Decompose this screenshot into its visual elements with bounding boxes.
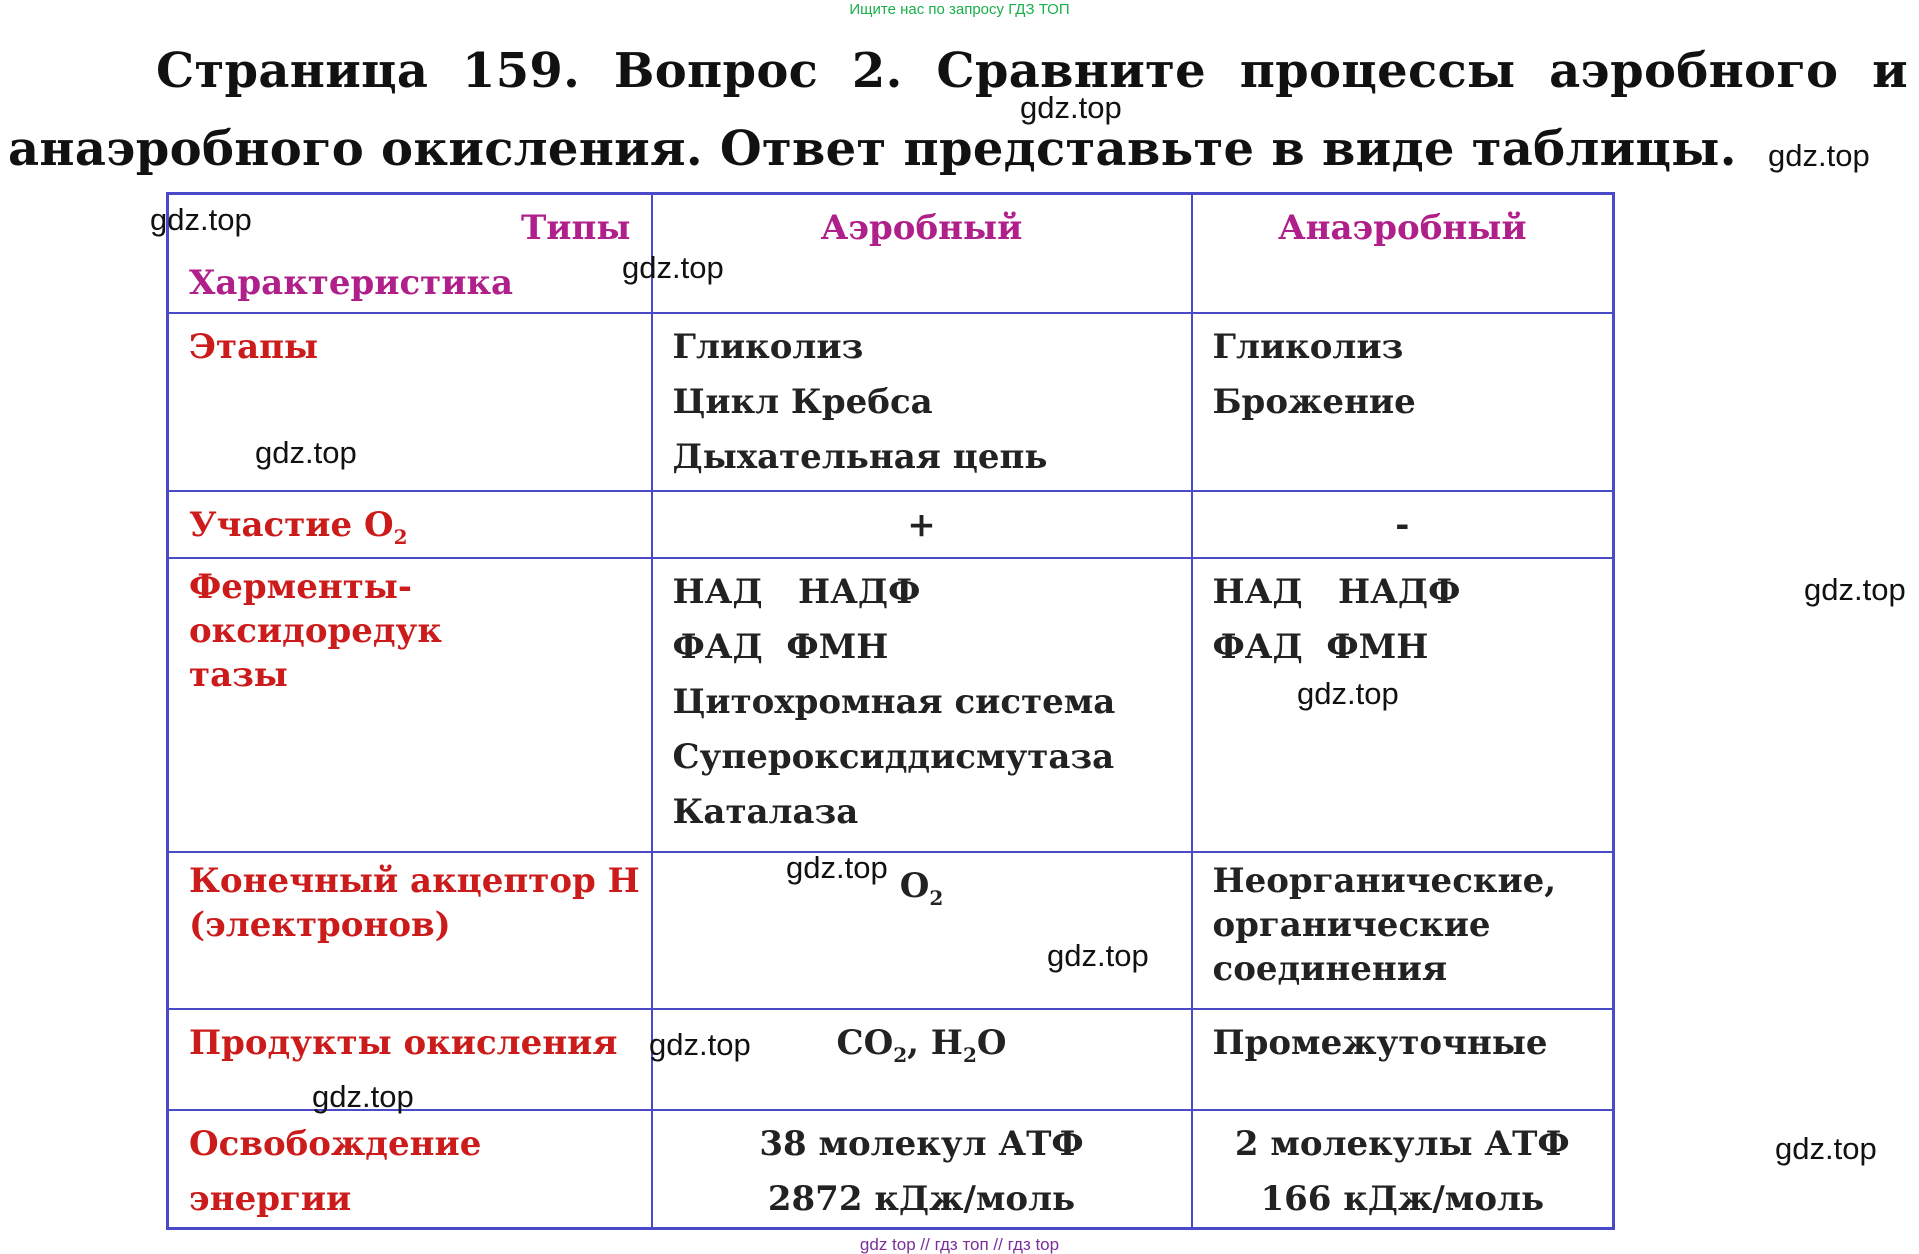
list-item: органические — [1212, 904, 1491, 945]
watermark-text: gdz.top — [622, 250, 724, 285]
row-label-products: Продукты окисления — [168, 1009, 652, 1110]
row-label-energy: Освобождение энергии — [168, 1110, 652, 1229]
list-item: Дыхательная цепь — [672, 436, 1048, 477]
enzymes-label-line2: тазы — [189, 654, 288, 695]
stages-anaerobic-cell — [1192, 313, 1614, 491]
watermark-text: gdz.top — [649, 1027, 751, 1062]
table-row-acceptor — [168, 852, 1614, 1009]
enzymes-anaerobic-cell — [1192, 558, 1614, 852]
header-types-label: Типы — [521, 208, 631, 248]
stages-aerobic-cell — [652, 313, 1192, 491]
energy-anaerobic-cell — [1192, 1110, 1614, 1229]
products-anaerobic-value: Промежуточные — [1192, 1009, 1614, 1110]
watermark-text: gdz.top — [1775, 1131, 1877, 1166]
list-item: соединения — [1212, 948, 1448, 989]
watermark-text: gdz.top — [1047, 938, 1149, 973]
row-label-enzymes — [168, 558, 652, 852]
watermark-text: gdz.top — [1804, 572, 1906, 607]
oxygen-anaerobic-value: - — [1192, 491, 1614, 558]
list-item: Цитохромная система — [672, 681, 1116, 722]
acceptor-label-line1: Конечный акцептор Н — [189, 860, 640, 901]
list-item: 2 молекулы АТФ — [1234, 1123, 1570, 1164]
products-h-text: , H — [907, 1022, 963, 1063]
acceptor-aerobic-subscript: 2 — [929, 885, 944, 910]
table-row-stages — [168, 313, 1614, 491]
list-item: 2872 кДж/моль — [767, 1178, 1076, 1219]
list-item: НАД НАДФ — [1212, 571, 1461, 612]
header-anaerobic: Анаэробный — [1192, 194, 1614, 313]
products-co-subscript: 2 — [893, 1042, 908, 1067]
acceptor-anaerobic-cell — [1192, 852, 1614, 1009]
footer-links: gdz top // гдз топ // гдз top — [859, 1235, 1060, 1254]
oxygen-aerobic-value: + — [652, 491, 1192, 558]
header-characteristic-label: Характеристика — [189, 263, 514, 303]
watermark-text: gdz.top — [1297, 676, 1399, 711]
products-co-text: CO — [836, 1022, 894, 1063]
row-label-oxygen — [168, 491, 652, 558]
watermark-text: gdz.top — [1020, 90, 1122, 125]
products-h-subscript: 2 — [962, 1042, 977, 1067]
list-item: ФАД ФМН — [1212, 626, 1429, 667]
oxygen-label-subscript: 2 — [393, 524, 408, 549]
watermark-text: gdz.top — [1768, 138, 1870, 173]
acceptor-aerobic-value — [652, 852, 1192, 1009]
list-item: Неорганические, — [1212, 860, 1557, 901]
table-row-oxygen — [168, 491, 1614, 558]
list-item: ФАД ФМН — [672, 626, 889, 667]
table-row-energy — [168, 1110, 1614, 1229]
header-row — [168, 194, 1614, 313]
acceptor-label-line2: (электронов) — [189, 904, 451, 945]
acceptor-aerobic-text: O — [899, 865, 930, 906]
watermark-text: gdz.top — [255, 435, 357, 470]
list-item: Гликолиз — [672, 326, 864, 367]
list-item: Цикл Кребса — [672, 381, 933, 422]
list-item: Брожение — [1212, 381, 1416, 422]
oxygen-label-text: Участие O — [189, 504, 394, 545]
top-banner: Ищите нас по запросу ГДЗ ТОП — [849, 1, 1070, 18]
header-aerobic: Аэробный — [652, 194, 1192, 313]
watermark-text: gdz.top — [786, 850, 888, 885]
products-o-text: O — [976, 1022, 1007, 1063]
list-item: Супероксиддисмутаза — [672, 736, 1115, 777]
enzymes-label-line1: Ферменты-оксидоредук — [189, 566, 442, 651]
page-title: Страница 159. Вопрос 2. Сравните процессы аэробного и анаэробного окисления. Ответ представьте в виде таблицы. — [8, 43, 1908, 177]
list-item: Гликолиз — [1212, 326, 1404, 367]
list-item: 166 кДж/моль — [1260, 1178, 1545, 1219]
row-label-acceptor — [168, 852, 652, 1009]
watermark-text: gdz.top — [150, 202, 252, 237]
watermark-text: gdz.top — [312, 1079, 414, 1114]
energy-aerobic-cell — [652, 1110, 1192, 1229]
list-item: НАД НАДФ — [672, 571, 921, 612]
row-label-stages: Этапы — [168, 313, 652, 491]
list-item: 38 молекул АТФ — [759, 1123, 1084, 1164]
list-item: Каталаза — [672, 791, 859, 832]
enzymes-aerobic-cell — [652, 558, 1192, 852]
